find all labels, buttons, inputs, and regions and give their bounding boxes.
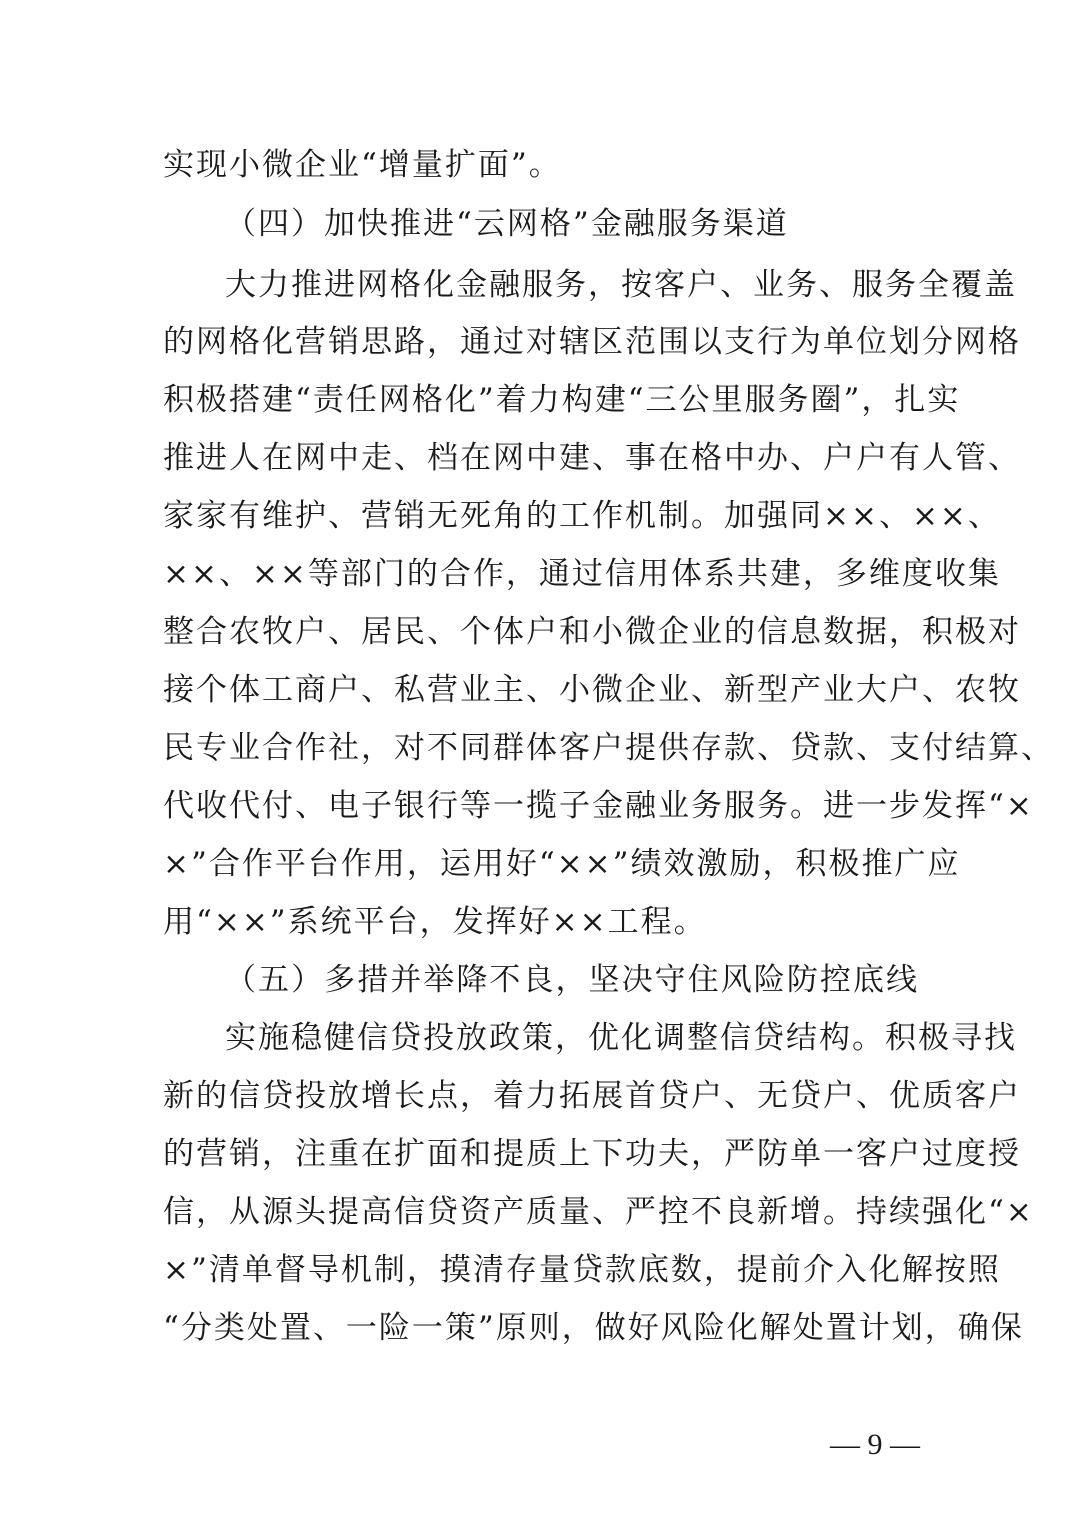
paragraph-line-8: ××、××等部门的合作，通过信用体系共建，多维度收集 [163, 556, 1001, 592]
paragraph-line-9: 整合农牧户、居民、个体户和小微企业的信息数据，积极对 [163, 614, 1021, 650]
paragraph-line-17: 新的信贷投放增长点，着力拓展首贷户、无贷户、优质客户 [163, 1078, 1021, 1114]
paragraph-line-11: 民专业合作社，对不同群体客户提供存款、贷款、支付结算、 [163, 730, 1054, 766]
section-heading-5: （五）多措并举降不良，坚决守住风险防控底线 [225, 962, 919, 998]
paragraph-line-5: 积极搭建“责任网格化”着力构建“三公里服务圈”，扎实 [163, 382, 961, 418]
paragraph-line-21: “分类处置、一险一策”原则，做好风险化解处置计划，确保 [163, 1310, 1024, 1346]
paragraph-line-7: 家家有维护、营销无死角的工作机制。加强同××、××、 [163, 498, 1001, 534]
paragraph-line-20: ×”清单督导机制，摸清存量贷款底数，提前介入化解按照 [163, 1252, 1001, 1288]
page-number: — 9 — [830, 1428, 920, 1461]
paragraph-line-4: 的网格化营销思路，通过对辖区范围以支行为单位划分网格 [163, 324, 1021, 360]
paragraph-line-13: ×”合作平台作用，运用好“××”绩效激励，积极推广应 [163, 846, 961, 882]
section-heading-4: （四）加快推进“云网格”金融服务渠道 [225, 206, 789, 242]
paragraph-line-6: 推进人在网中走、档在网中建、事在格中办、户户有人管、 [163, 440, 1021, 476]
paragraph-line-10: 接个体工商户、私营业主、小微企业、新型产业大户、农牧 [163, 672, 1021, 708]
paragraph-line-1: 实现小微企业“增量扩面”。 [163, 147, 562, 183]
paragraph-line-16: 实施稳健信贷投放政策，优化调整信贷结构。积极寻找 [225, 1020, 1017, 1056]
paragraph-line-3: 大力推进网格化金融服务，按客户、业务、服务全覆盖 [225, 267, 1017, 303]
paragraph-line-14: 用“××”系统平台，发挥好××工程。 [163, 904, 707, 940]
paragraph-line-12: 代收代付、电子银行等一揽子金融业务服务。进一步发挥“× [163, 788, 1034, 824]
paragraph-line-18: 的营销，注重在扩面和提质上下功夫，严防单一客户过度授 [163, 1136, 1021, 1172]
paragraph-line-19: 信，从源头提高信贷资产质量、严控不良新增。持续强化“× [163, 1194, 1034, 1230]
